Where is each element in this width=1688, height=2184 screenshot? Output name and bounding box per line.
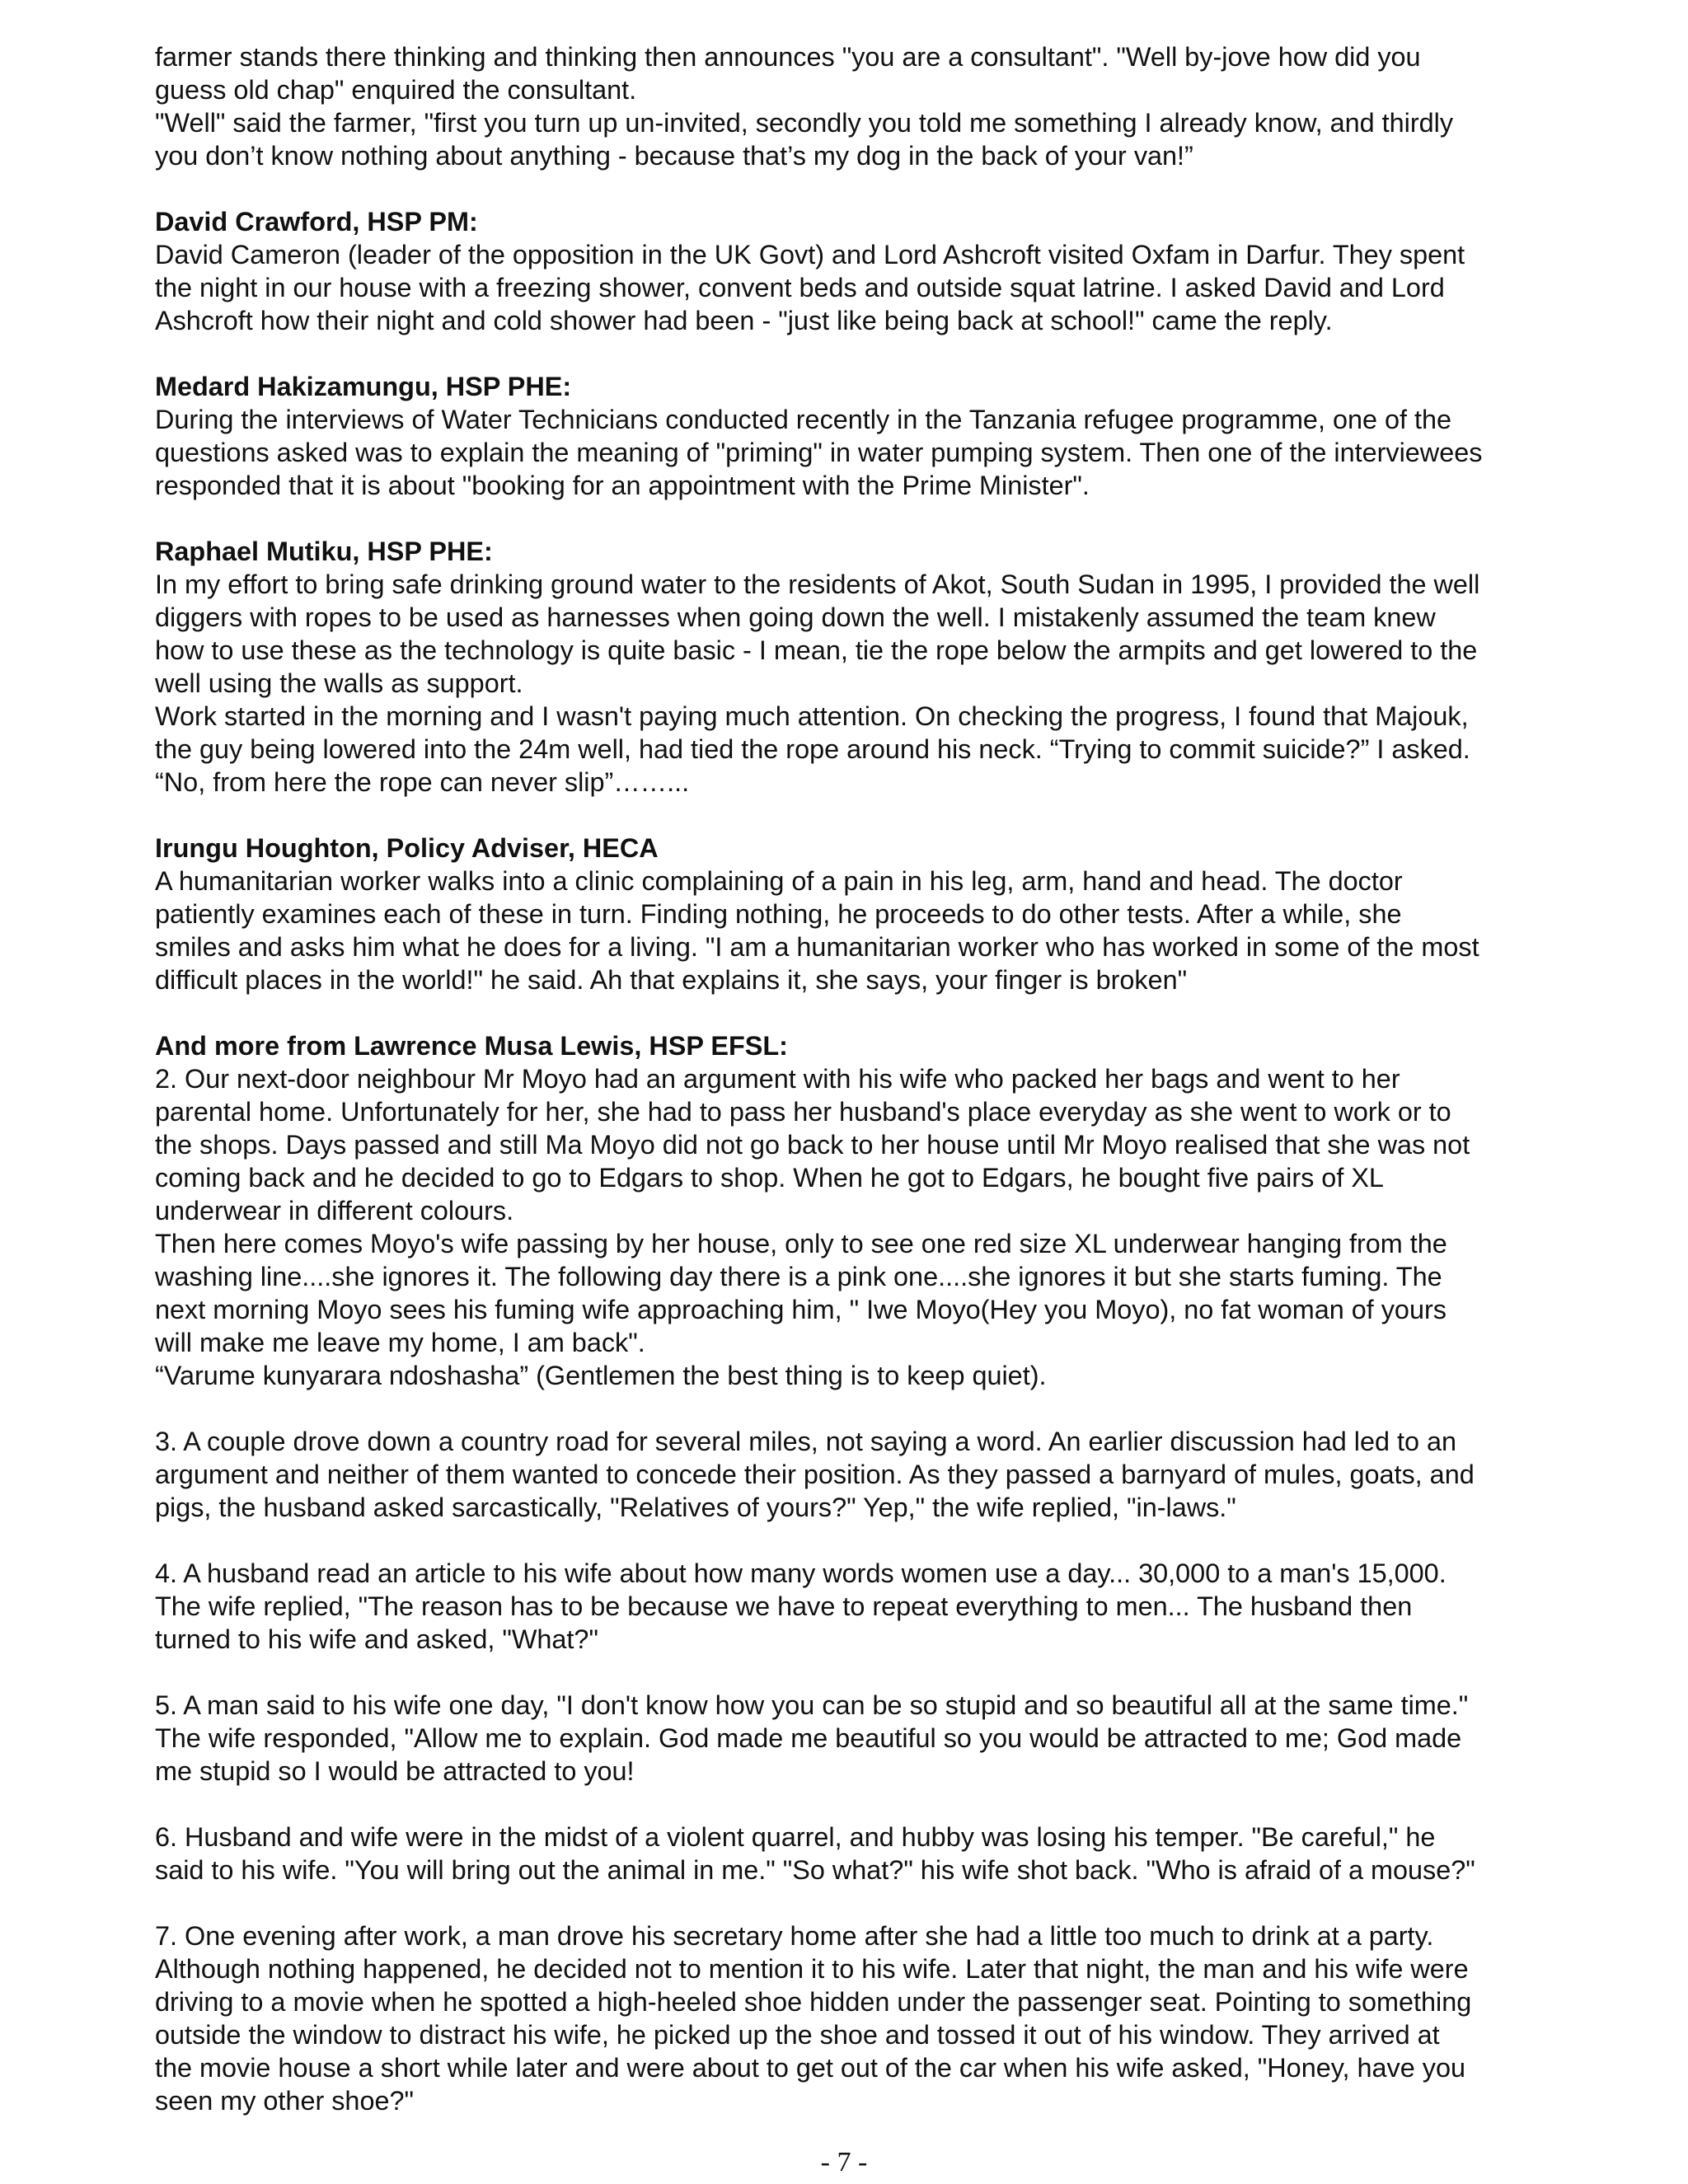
text-line: seen my other shoe?" — [155, 2086, 414, 2116]
section-heading: Medard Hakizamungu, HSP PHE: — [155, 372, 572, 401]
text-line: 3. A couple drove down a country road for several miles, not saying a word. An earlier discussion had led to an — [155, 1427, 1457, 1456]
section-heading: And more from Lawrence Musa Lewis, HSP EFSL: — [155, 1031, 788, 1061]
text-line: “No, from here the rope can never slip”……... — [155, 767, 690, 797]
text-line: Ashcroft how their night and cold shower had been - "just like being back at school!" came the reply. — [155, 306, 1333, 335]
text-line: how to use these as the technology is quite basic - I mean, tie the rope below the armpits and get lowered to the — [155, 635, 1478, 665]
text-line: the guy being lowered into the 24m well, had tied the rope around his neck. “Trying to commit suicide?” I asked. — [155, 734, 1470, 764]
joke-6 — [155, 1821, 1556, 1886]
section-heading: David Crawford, HSP PM: — [155, 207, 478, 237]
text-line: 5. A man said to his wife one day, "I don't know how you can be so stupid and so beautiful all at the same time." — [155, 1690, 1469, 1720]
text-line: 7. One evening after work, a man drove his secretary home after she had a little too much to drink at a party. — [155, 1921, 1434, 1951]
joke-4 — [155, 1557, 1556, 1656]
text-line: well using the walls as support. — [155, 668, 523, 698]
section-heading: Irungu Houghton, Policy Adviser, HECA — [155, 833, 659, 863]
text-line: me stupid so I would be attracted to you! — [155, 1756, 635, 1786]
section-heading: Raphael Mutiku, HSP PHE: — [155, 537, 493, 566]
text-line: Then here comes Moyo's wife passing by her house, only to see one red size XL underwear hanging from the — [155, 1229, 1447, 1258]
text-line: A humanitarian worker walks into a clinic complaining of a pain in his leg, arm, hand and head. The doctor — [155, 866, 1403, 896]
document-body — [155, 40, 1556, 2117]
text-line: 4. A husband read an article to his wife about how many words women use a day... 30,000 to a man's 15,000. — [155, 1558, 1447, 1588]
text-line: patiently examines each of these in turn. Finding nothing, he proceeds to do other tests. After a while, she — [155, 899, 1402, 929]
section-houghton — [155, 832, 1556, 996]
text-line: turned to his wife and asked, "What?" — [155, 1624, 598, 1654]
text-line: questions asked was to explain the meaning of "priming" in water pumping system. Then one of the interviewees — [155, 438, 1483, 467]
text-line: the shops. Days passed and still Ma Moyo did not go back to her house until Mr Moyo realised that she was not — [155, 1130, 1470, 1160]
text-line: Work started in the morning and I wasn't paying much attention. On checking the progress, I found that Majouk, — [155, 701, 1469, 731]
text-line: you don’t know nothing about anything - because that’s my dog in the back of your van!” — [155, 141, 1193, 171]
text-line: During the interviews of Water Technicians conducted recently in the Tanzania refugee programme, one of the — [155, 405, 1452, 434]
text-line: In my effort to bring safe drinking ground water to the residents of Akot, South Sudan in 1995, I provided the well — [155, 569, 1480, 599]
text-line: driving to a movie when he spotted a high-heeled shoe hidden under the passenger seat. Pointing to something — [155, 1987, 1472, 2017]
text-line: coming back and he decided to go to Edgars to shop. When he got to Edgars, he bought five pairs of XL — [155, 1163, 1384, 1193]
section-crawford — [155, 205, 1556, 337]
text-line: next morning Moyo sees his fuming wife approaching him, " Iwe Moyo(Hey you Moyo), no fat woman of yours — [155, 1295, 1447, 1324]
text-line: will make me leave my home, I am back". — [155, 1328, 645, 1357]
intro-paragraph — [155, 40, 1556, 172]
joke-7 — [155, 1919, 1556, 2117]
text-line: underwear in different colours. — [155, 1196, 514, 1226]
text-line: argument and neither of them wanted to concede their position. As they passed a barnyard of mules, goats, and — [155, 1460, 1475, 1489]
text-line: Although nothing happened, he decided not to mention it to his wife. Later that night, the man and his wife were — [155, 1954, 1469, 1984]
joke-3 — [155, 1425, 1556, 1524]
text-line: smiles and asks him what he does for a living. "I am a humanitarian worker who has worked in some of the most — [155, 932, 1479, 962]
text-line: The wife replied, "The reason has to be because we have to repeat everything to men... The husband then — [155, 1591, 1413, 1621]
joke-5 — [155, 1689, 1556, 1788]
text-line: outside the window to distract his wife, he picked up the shoe and tossed it out of his window. They arrived at — [155, 2020, 1440, 2050]
text-line: said to his wife. "You will bring out the animal in me." "So what?" his wife shot back. "Who is afraid of a mouse?" — [155, 1855, 1475, 1885]
section-mutiku — [155, 535, 1556, 799]
text-line: parental home. Unfortunately for her, she had to pass her husband's place everyday as she went to work or to — [155, 1097, 1451, 1127]
text-line: guess old chap" enquired the consultant. — [155, 75, 637, 105]
text-line: 6. Husband and wife were in the midst of a violent quarrel, and hubby was losing his temper. "Be careful," he — [155, 1822, 1436, 1852]
text-line: 2. Our next-door neighbour Mr Moyo had an argument with his wife who packed her bags and went to her — [155, 1064, 1400, 1094]
text-line: pigs, the husband asked sarcastically, "Relatives of yours?" Yep," the wife replied, "in-laws." — [155, 1493, 1236, 1522]
text-line: difficult places in the world!" he said. Ah that explains it, she says, your finger is broken" — [155, 965, 1188, 995]
section-lewis — [155, 1029, 1556, 1392]
text-line: The wife responded, "Allow me to explain. God made me beautiful so you would be attracted to me; God made — [155, 1723, 1462, 1753]
text-line: "Well" said the farmer, "first you turn up un-invited, secondly you told me something I already know, and thirdly — [155, 108, 1454, 138]
text-line: farmer stands there thinking and thinking then announces "you are a consultant". "Well by-jove how did you — [155, 42, 1421, 72]
text-line: the movie house a short while later and were about to get out of the car when his wife asked, "Honey, have you — [155, 2053, 1465, 2083]
text-line: responded that it is about "booking for an appointment with the Prime Minister". — [155, 471, 1090, 500]
section-hakizamungu — [155, 370, 1556, 502]
text-line: “Varume kunyarara ndoshasha” (Gentlemen the best thing is to keep quiet). — [155, 1361, 1047, 1390]
text-line: diggers with ropes to be used as harnesses when going down the well. I mistakenly assumed the team knew — [155, 602, 1436, 632]
text-line: washing line....she ignores it. The following day there is a pink one....she ignores it but she starts fuming. The — [155, 1262, 1442, 1291]
page-number: - 7 - — [820, 2147, 868, 2177]
text-line: the night in our house with a freezing shower, convent beds and outside squat latrine. I asked David and Lord — [155, 273, 1445, 302]
text-line: David Cameron (leader of the opposition in the UK Govt) and Lord Ashcroft visited Oxfam in Darfur. They spent — [155, 240, 1465, 269]
